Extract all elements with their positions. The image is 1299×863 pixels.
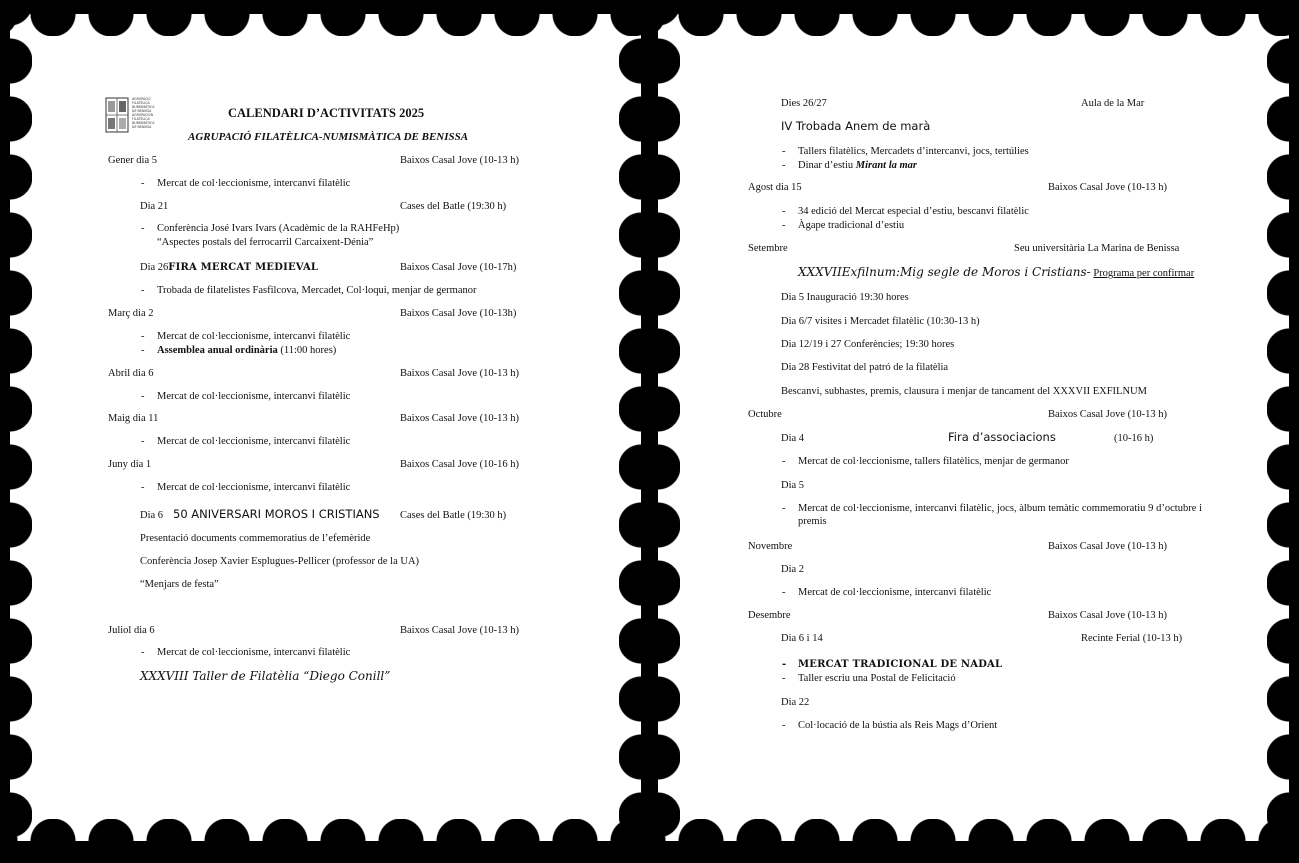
venue-label: Baixos Casal Jove (10-13h) [400,308,517,319]
event-line: Dia 28 Festivitat del patró de la filatèlia [781,362,949,373]
day-label: Dia 22 [781,697,810,708]
day-label: Dia 6 i 14 [781,633,823,644]
event-line: “Menjars de festa” [140,579,219,590]
assembly-label: Assemblea anual ordinària [157,345,278,356]
month-label: Abril dia 6 [108,368,154,379]
venue-label: Baixos Casal Jove (10-13 h) [1048,409,1167,420]
day-label: Dia 5 [781,480,805,491]
list-item: - Mercat de col·leccionisme, intercanvi filatèlic [157,177,350,190]
event-line: Conferència Josep Xavier Esplugues-Pellicer (professor de la UA) [140,556,420,567]
day-label: Dia 6 [140,510,164,521]
list-item [798,159,917,172]
venue-label: Seu universitària La Marina de Benissa [1014,243,1180,254]
venue-label: Aula de la Mar [1081,98,1145,109]
event-title: XXXVIIExfilnum:Mig segle de Moros i Cristians- [798,265,1091,279]
day-label: Dies 26/27 [781,98,827,109]
list-item: - Mercat de col·leccionisme, intercanvi filatèlic [157,435,350,448]
day-label: Dia 4 [781,433,805,444]
event-line: Dia 12/19 i 27 Conferències; 19:30 hores [781,339,955,350]
event-title: FIRA MERCAT MEDIEVAL [168,262,319,273]
list-item: - Mercat de col·leccionisme, intercanvi filatèlic [798,586,991,599]
exfilnum-line [798,266,1194,280]
list-item: - Àgape tradicional d’estiu [798,219,904,232]
page-title: CALENDARI D’ACTIVITATS 2025 [228,106,425,120]
lunch-name: Mirant la mar [855,160,918,171]
venue-label: Baixos Casal Jove (10-16 h) [400,459,519,470]
day-label: Dia 21 [140,201,169,212]
day-label [140,261,318,274]
page-right [658,14,1289,841]
month-label: Octubre [748,409,782,420]
logo-text: AGRUPACIÓN [132,113,154,117]
logo-text: FILATÉLICA [132,117,150,121]
program-link[interactable]: Programa per confirmar [1093,268,1195,279]
list-item: - Mercat de col·leccionisme, intercanvi filatèlic [157,646,350,659]
month-label: Agost dia 15 [748,182,802,193]
logo-text: AGRUPACIÓ [132,97,151,101]
venue-label: Cases del Batle (19:30 h) [400,201,507,212]
month-label: Juliol dia 6 [108,625,155,636]
venue-label: Baixos Casal Jove (10-13 h) [1048,541,1167,552]
event-title: IV Trobada Anem de marà [781,119,931,133]
venue-label: Baixos Casal Jove (10-13 h) [1048,182,1167,193]
lunch-label: Dinar d’estiu [798,160,854,171]
event-line: Bescanvi, subhastes, premis, clausura i menjar de tancament del XXXVII EXFILNUM [781,386,1147,397]
venue-label: Baixos Casal Jove (10-17h) [400,262,517,273]
month-label: Març dia 2 [108,308,154,319]
list-item-continuation: “Aspectes postals del ferrocarril Carcaixent-Dénia” [157,237,374,248]
list-item: - Mercat de col·leccionisme, tallers filatèlics, menjar de germanor [798,455,1069,468]
event-line: Dia 6/7 visites i Mercadet filatèlic (10:30-13 h) [781,316,980,327]
event-line: Presentació documents commemoratius de l’efemèride [140,533,371,544]
month-label: Desembre [748,610,791,621]
month-label: Juny dia 1 [108,459,152,470]
logo-text: NUMISMÀTICA [132,105,155,109]
venue-label: Baixos Casal Jove (10-13 h) [400,155,519,166]
list-item [157,344,336,357]
venue-label: Cases del Batle (19:30 h) [400,510,507,521]
venue-label: Baixos Casal Jove (10-13 h) [400,413,519,424]
venue-label: Baixos Casal Jove (10-13 h) [1048,610,1167,621]
logo-text: DE BENISSA [132,109,152,113]
venue-label: Baixos Casal Jove (10-13 h) [400,625,519,636]
logo-text: NUMISMÁTICA [132,121,155,125]
list-item: - Tallers filatèlics, Mercadets d’intercanvi, jocs, tertúlies [798,145,1029,158]
month-label: Maig dia 11 [108,413,159,424]
assembly-time: (11:00 hores) [280,345,337,356]
page-subtitle: AGRUPACIÓ FILATÈLICA-NUMISMÀTICA DE BENISSA [188,131,469,143]
association-logo [105,96,165,134]
list-item: - 34 edició del Mercat especial d’estiu, bescanvi filatèlic [798,205,1029,218]
venue-label: Recinte Ferial (10-13 h) [1081,633,1183,644]
month-label: Novembre [748,541,793,552]
time-label: (10-16 h) [1114,433,1154,444]
day-label-text: Dia 26 [140,262,169,273]
day-label: Dia 2 [781,564,805,575]
event-line: Dia 5 Inauguració 19:30 hores [781,292,909,303]
month-label: Gener dia 5 [108,155,157,166]
logo-text: FILATÈLICA [132,101,150,105]
list-item: - Conferència José Ivars Ivars (Acadèmic de la RAHFeHp) [157,222,399,235]
event-title: 50 ANIVERSARI MOROS I CRISTIANS [173,507,380,521]
page-left [10,14,641,841]
event-title: XXXVIII Taller de Filatèlia “Diego Conill” [140,669,391,683]
list-item: - Trobada de filatelistes Fasfilcova, Mercadet, Col·loqui, menjar de germanor [157,284,476,297]
list-item: - MERCAT TRADICIONAL DE NADAL [798,658,1002,671]
event-title: Fira d’associacions [948,430,1056,444]
list-item: - Col·locació de la bústia als Reis Mags d’Orient [798,719,997,732]
month-label: Setembre [748,243,788,254]
venue-label: Baixos Casal Jove (10-13 h) [400,368,519,379]
list-item: - Mercat de col·leccionisme, intercanvi filatèlic [157,481,350,494]
list-item: - Taller escriu una Postal de Felicitació [798,672,956,685]
list-item: - Mercat de col·leccionisme, intercanvi filatèlic [157,390,350,403]
list-item: - Mercat de col·leccionisme, intercanvi filatèlic [157,330,350,343]
logo-text: DE BENISSA [132,125,152,129]
list-item: - Mercat de col·leccionisme, intercanvi filatèlic, jocs, àlbum temàtic commemoratiu 9 d’octubre i premis [798,502,1202,528]
